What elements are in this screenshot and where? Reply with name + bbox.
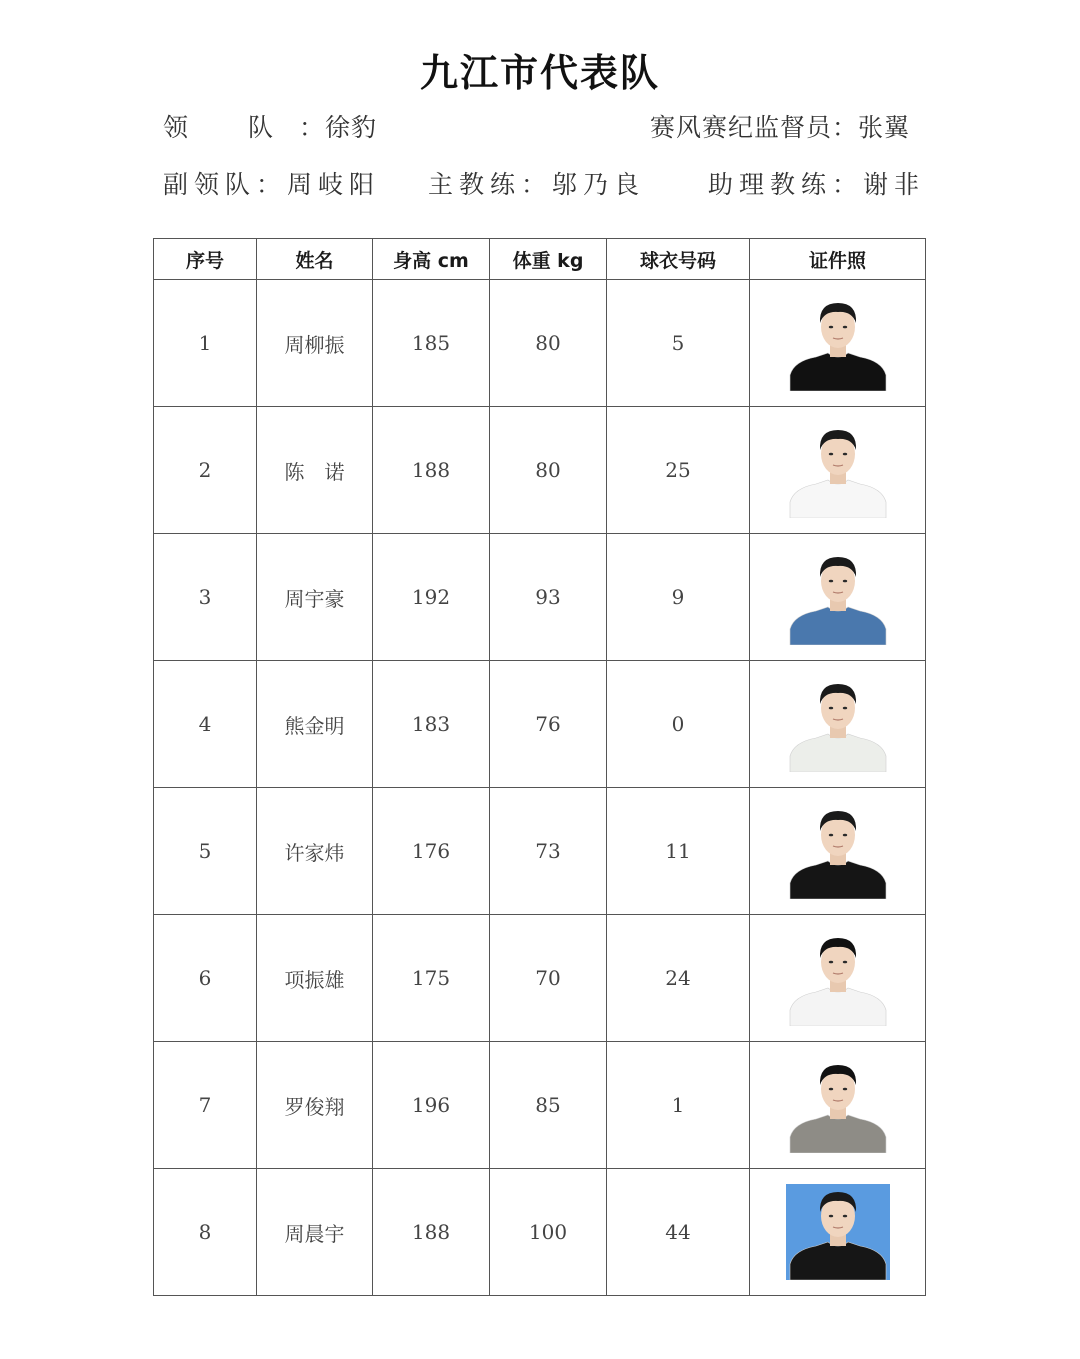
table-row [154, 1042, 926, 1169]
cell-jersey: 25 [607, 407, 750, 534]
cell-height: 196 [373, 1042, 490, 1169]
cell-photo [750, 915, 926, 1042]
cell-height: 192 [373, 534, 490, 661]
player-portrait-icon [786, 549, 890, 645]
cell-name: 周柳振 [257, 280, 373, 407]
discipline-supervisor-label: 赛风赛纪监督员 [649, 113, 832, 142]
player-portrait-icon [786, 422, 890, 518]
cell-weight: 93 [490, 534, 607, 661]
cell-weight: 80 [490, 407, 607, 534]
cell-jersey: 24 [607, 915, 750, 1042]
cell-number: 7 [154, 1042, 257, 1169]
assistant-coach [708, 165, 925, 201]
vice-leader-name: 周岐阳 [287, 170, 381, 199]
cell-number: 5 [154, 788, 257, 915]
col-header-name: 姓名 [257, 239, 373, 280]
cell-photo [750, 1169, 926, 1296]
team-leader-label: 领 队 [163, 113, 299, 142]
cell-weight: 76 [490, 661, 607, 788]
player-photo [786, 549, 890, 645]
photo-eye-left [828, 1088, 832, 1091]
cell-photo [750, 788, 926, 915]
player-photo [786, 930, 890, 1026]
cell-jersey: 5 [607, 280, 750, 407]
photo-eye-right [842, 1215, 846, 1218]
head-coach-label: 主教练 [428, 170, 522, 199]
assistant-coach-colon: ： [832, 170, 864, 199]
photo-eye-left [828, 961, 832, 964]
team-leader [163, 108, 377, 144]
cell-number: 3 [154, 534, 257, 661]
cell-jersey: 9 [607, 534, 750, 661]
photo-eye-right [842, 834, 846, 837]
player-portrait-icon [786, 1184, 890, 1280]
team-leader-name: 徐豹 [324, 113, 377, 142]
player-portrait-icon [786, 676, 890, 772]
team-leader-colon: ： [298, 113, 325, 142]
assistant-coach-label: 助理教练 [708, 170, 833, 199]
player-photo [786, 676, 890, 772]
table-row [154, 280, 926, 407]
cell-photo [750, 280, 926, 407]
cell-weight: 85 [490, 1042, 607, 1169]
col-header-jersey: 球衣号码 [607, 239, 750, 280]
cell-height: 188 [373, 1169, 490, 1296]
cell-weight: 80 [490, 280, 607, 407]
cell-number: 4 [154, 661, 257, 788]
table-row [154, 534, 926, 661]
cell-name: 罗俊翔 [257, 1042, 373, 1169]
head-coach-name: 邬乃良 [552, 170, 646, 199]
cell-height: 176 [373, 788, 490, 915]
discipline-supervisor [650, 108, 910, 144]
photo-eye-left [828, 834, 832, 837]
roster-table [153, 238, 926, 1296]
col-header-photo: 证件照 [750, 239, 926, 280]
cell-number: 1 [154, 280, 257, 407]
discipline-supervisor-colon: ： [831, 113, 858, 142]
cell-photo [750, 1042, 926, 1169]
head-coach-colon: ： [521, 170, 553, 199]
col-header-number: 序号 [154, 239, 257, 280]
cell-photo [750, 661, 926, 788]
photo-eye-right [842, 580, 846, 583]
player-portrait-icon [786, 295, 890, 391]
player-photo [786, 803, 890, 899]
cell-number: 2 [154, 407, 257, 534]
vice-leader-colon: ： [256, 170, 288, 199]
cell-name: 周晨宇 [257, 1169, 373, 1296]
cell-jersey: 44 [607, 1169, 750, 1296]
photo-eye-left [828, 1215, 832, 1218]
photo-eye-left [828, 580, 832, 583]
cell-number: 6 [154, 915, 257, 1042]
cell-name: 项振雄 [257, 915, 373, 1042]
photo-eye-right [842, 1088, 846, 1091]
photo-eye-left [828, 326, 832, 329]
player-photo [786, 1184, 890, 1280]
cell-photo [750, 534, 926, 661]
player-photo [786, 422, 890, 518]
photo-eye-right [842, 961, 846, 964]
assistant-coach-name: 谢非 [863, 170, 926, 199]
cell-photo [750, 407, 926, 534]
photo-eye-right [842, 326, 846, 329]
head-coach [428, 165, 645, 201]
cell-jersey: 1 [607, 1042, 750, 1169]
cell-name: 熊金明 [257, 661, 373, 788]
player-photo [786, 1057, 890, 1153]
discipline-supervisor-name: 张翼 [857, 113, 910, 142]
cell-weight: 100 [490, 1169, 607, 1296]
cell-height: 188 [373, 407, 490, 534]
cell-height: 185 [373, 280, 490, 407]
player-portrait-icon [786, 930, 890, 1026]
player-portrait-icon [786, 803, 890, 899]
cell-number: 8 [154, 1169, 257, 1296]
cell-jersey: 11 [607, 788, 750, 915]
cell-name: 周宇豪 [257, 534, 373, 661]
table-row [154, 915, 926, 1042]
col-header-height: 身高 cm [373, 239, 490, 280]
table-row [154, 407, 926, 534]
photo-eye-right [842, 707, 846, 710]
col-header-weight: 体重 kg [490, 239, 607, 280]
table-row [154, 788, 926, 915]
page-title: 九江市代表队 [419, 51, 660, 95]
photo-eye-left [828, 453, 832, 456]
cell-height: 183 [373, 661, 490, 788]
cell-jersey: 0 [607, 661, 750, 788]
photo-eye-right [842, 453, 846, 456]
cell-weight: 73 [490, 788, 607, 915]
cell-name: 陈 诺 [257, 407, 373, 534]
vice-leader-label: 副领队 [163, 170, 257, 199]
table-row [154, 661, 926, 788]
player-photo [786, 295, 890, 391]
photo-eye-left [828, 707, 832, 710]
cell-height: 175 [373, 915, 490, 1042]
cell-weight: 70 [490, 915, 607, 1042]
roster-body [154, 280, 926, 1296]
vice-leader [163, 165, 380, 201]
table-row [154, 1169, 926, 1296]
table-header-row [154, 239, 926, 280]
cell-name: 许家炜 [257, 788, 373, 915]
player-portrait-icon [786, 1057, 890, 1153]
